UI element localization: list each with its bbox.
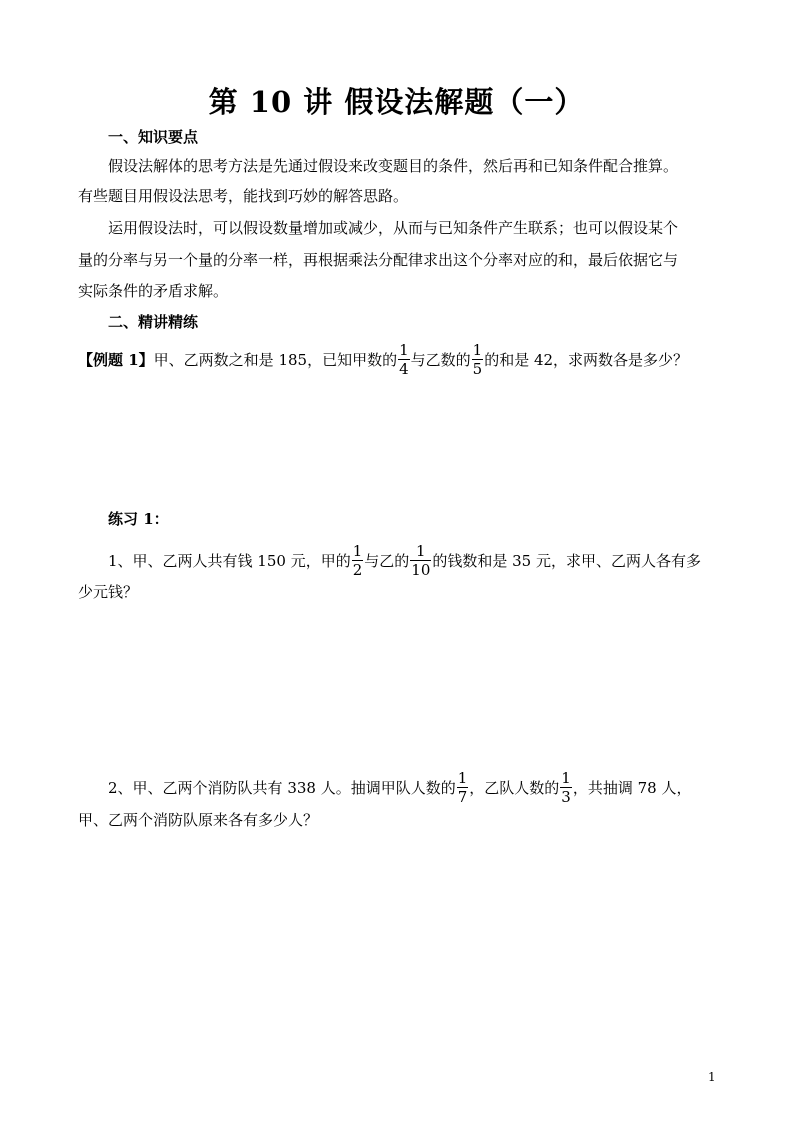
- page-title: 第 10 讲 假设法解题（一）: [208, 85, 585, 119]
- practice-question-2: 2、甲、乙两个消防队共有 338 人。抽调甲队人数的 $\frac{1}{7}$ ，乙队人数的 $\frac{1}{3}$ ，共抽调 78 人，: [108, 769, 692, 806]
- paragraph-2-line-3: 实际条件的矛盾求解。: [78, 282, 229, 300]
- example-1-text-c: 的和是 42，求两数各是多少？: [484, 351, 689, 369]
- fraction-one-third: $\frac{1}{3}$: [561, 769, 571, 806]
- example-1-label: 【例题 1】: [78, 351, 154, 369]
- fraction-one-tenth: $\frac{1}{10}$: [411, 542, 431, 579]
- paragraph-1-line-1: 假设法解体的思考方法是先通过假设来改变题目的条件，然后再和已知条件配合推算。: [108, 157, 679, 175]
- fraction-one-quarter: $\frac{1}{4}$: [399, 341, 409, 378]
- page-number: 1: [708, 1070, 716, 1084]
- paragraph-2-line-1: 运用假设法时，可以假设数量增加或减少，从而与已知条件产生联系；也可以假设某个: [108, 219, 679, 237]
- practice-1-heading: 练习 1：: [108, 510, 169, 528]
- example-1: [78, 341, 689, 378]
- practice-question-1: 1、甲、乙两人共有钱 150 元，甲的 $\frac{1}{2}$ 与乙的 $\frac{1}{10}$ 的钱数和是 35 元，求甲、乙两人各有多: [108, 542, 701, 579]
- fraction-one-seventh: $\frac{1}{7}$: [457, 769, 468, 806]
- fraction-one-half: $\frac{1}{2}$: [352, 542, 363, 579]
- section-heading-practice: 二、精讲精练: [108, 313, 199, 331]
- practice-question-1-line-2: 少元钱？: [78, 583, 139, 601]
- section-heading-knowledge: 一、知识要点: [108, 128, 199, 146]
- fraction-one-fifth: $\frac{1}{5}$: [472, 341, 483, 378]
- paragraph-1-line-2: 有些题目用假设法思考，能找到巧妙的解答思路。: [78, 187, 409, 205]
- example-1-text-b: 与乙数的: [410, 351, 471, 369]
- practice-question-2-line-2: 甲、乙两个消防队原来各有多少人？: [78, 811, 319, 829]
- example-1-text-a: 甲、乙两数之和是 185，已知甲数的: [153, 351, 398, 369]
- paragraph-2-line-2: 量的分率与另一个量的分率一样，再根据乘法分配律求出这个分率对应的和，最后依据它与: [78, 251, 679, 269]
